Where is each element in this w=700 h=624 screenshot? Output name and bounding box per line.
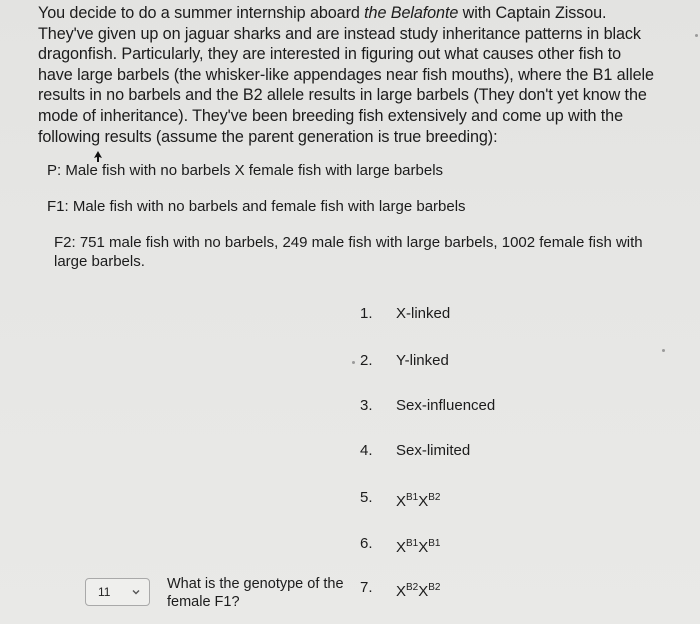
option-label: X-linked (396, 305, 451, 322)
option-7: 7. $X^{B2}X^{B2}$ (360, 579, 441, 600)
scan-dot (662, 349, 665, 352)
option-label: Sex-influenced (396, 397, 496, 414)
f1-cross: F1: Male fish with no barbels and female fish with large barbels (47, 198, 466, 215)
chevron-down-icon (131, 587, 141, 597)
option-3: 3. Sex-influenced (360, 397, 496, 414)
scan-dot (695, 34, 698, 37)
scan-dot (352, 361, 355, 364)
option-5: 5. $X^{B1}X^{B2}$ (360, 489, 441, 510)
genotype-label: $X^{B1}X^{B2}$ (396, 492, 441, 510)
option-6: 6. $X^{B1}X^{B1}$ (360, 535, 441, 556)
genotype-label: $X^{B2}X^{B2}$ (396, 582, 441, 600)
option-2: 2. Y-linked (360, 352, 449, 369)
option-4: 4. Sex-limited (360, 442, 471, 459)
option-label: Sex-limited (396, 442, 471, 459)
parent-cross: P: Male fish with no barbels X female fish with large barbels (47, 162, 444, 179)
option-1: 1. X-linked (360, 305, 451, 322)
answer-select-value: 11 (98, 585, 111, 599)
ship-name: the Belafonte (364, 4, 459, 22)
mouse-cursor-icon (93, 151, 103, 163)
question-text: What is the genotype of the female F1? (167, 576, 344, 610)
intro-paragraph (38, 3, 658, 147)
intro-text-2: with Captain Zissou. They've given up on jaguar sharks and are instead study inheritance patterns in black dragonfish. Particularly, they are interested in figuring out what causes other fish to have large barbels (the whisker-like appendages near fish mouths), where the B1 allele results in no barbels and the B2 allele results in large barbels (They don't yet know the mode of inheritance). They've been breeding fish extensively and come up with the following results (assume the parent generation is true breeding): (38, 4, 654, 146)
f2-cross: F2: 751 male fish with no barbels, 249 male fish with large barbels, 1002 female fish with large barbels. (54, 234, 643, 270)
answer-select[interactable] (85, 578, 150, 606)
intro-text-1: You decide to do a summer internship aboard (38, 4, 365, 22)
genotype-label: $X^{B1}X^{B1}$ (396, 538, 441, 556)
option-label: Y-linked (396, 352, 449, 369)
